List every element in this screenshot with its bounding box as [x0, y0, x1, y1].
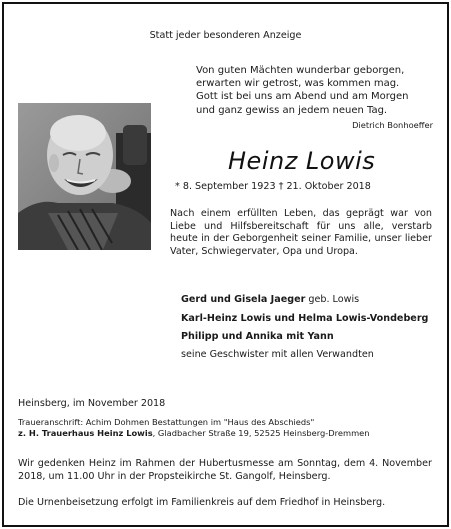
- mass-announcement: Wir gedenken Heinz im Rahmen der Hubertusmesse am Sonntag, dem 4. November 2018, um 11.00 Uhr in der Propsteikirche St. Gangolf, Heinsberg.: [18, 458, 432, 482]
- mourner-suffix: geb. Lowis: [305, 294, 360, 305]
- header-line: Statt jeder besonderen Anzeige: [149, 30, 302, 41]
- urn-burial-note: Die Urnenbeisetzung erfolgt im Familienkreis auf dem Friedhof in Heinsberg.: [18, 497, 386, 508]
- portrait-photo: [18, 103, 151, 250]
- address-street: , Gladbacher Straße 19, 52525 Heinsberg-Dremmen: [152, 428, 370, 438]
- obituary-paragraph: Nach einem erfüllten Leben, das geprägt war von Liebe und Hilfsbereitschaft für uns alle, verstarb heute in der Geborgenheit seiner Familie, unser lieber Vater, Schwiegervater, Opa und Uropa.: [170, 208, 432, 257]
- poem: [196, 64, 409, 117]
- poem-line: Von guten Mächten wunderbar geborgen,: [196, 65, 405, 76]
- mourner-name: Gerd und Gisela Jaeger: [181, 294, 306, 305]
- address-line-1: Traueranschrift: Achim Dohmen Bestattungen im "Haus des Abschieds": [18, 417, 315, 427]
- mourner-line: [181, 313, 428, 324]
- portrait-image: [18, 103, 151, 250]
- poem-line: Gott ist bei uns am Abend und am Morgen: [196, 91, 409, 103]
- poem-line: erwarten wir getrost, was kommen mag.: [196, 78, 400, 90]
- deceased-name: Heinz Lowis: [228, 147, 376, 175]
- address-recipient: z. H. Trauerhaus Heinz Lowis: [18, 428, 153, 438]
- mourner-relatives: seine Geschwister mit allen Verwandten: [181, 349, 374, 360]
- mourner-line: [181, 294, 359, 305]
- mourner-name: Karl-Heinz Lowis und Helma Lowis-Vondeberg: [181, 313, 429, 324]
- mourner-line: [181, 349, 374, 360]
- life-dates: * 8. September 1923 † 21. Oktober 2018: [175, 181, 371, 192]
- obituary-text: [170, 208, 432, 258]
- poem-line: und ganz gewiss an jedem neuen Tag.: [196, 104, 388, 116]
- poem-author: Dietrich Bonhoeffer: [352, 120, 433, 130]
- mourner-name: Philipp und Annika mit Yann: [181, 331, 334, 342]
- address-line-2: [18, 428, 370, 439]
- mourner-line: [181, 331, 334, 342]
- place-date: Heinsberg, im November 2018: [18, 398, 166, 409]
